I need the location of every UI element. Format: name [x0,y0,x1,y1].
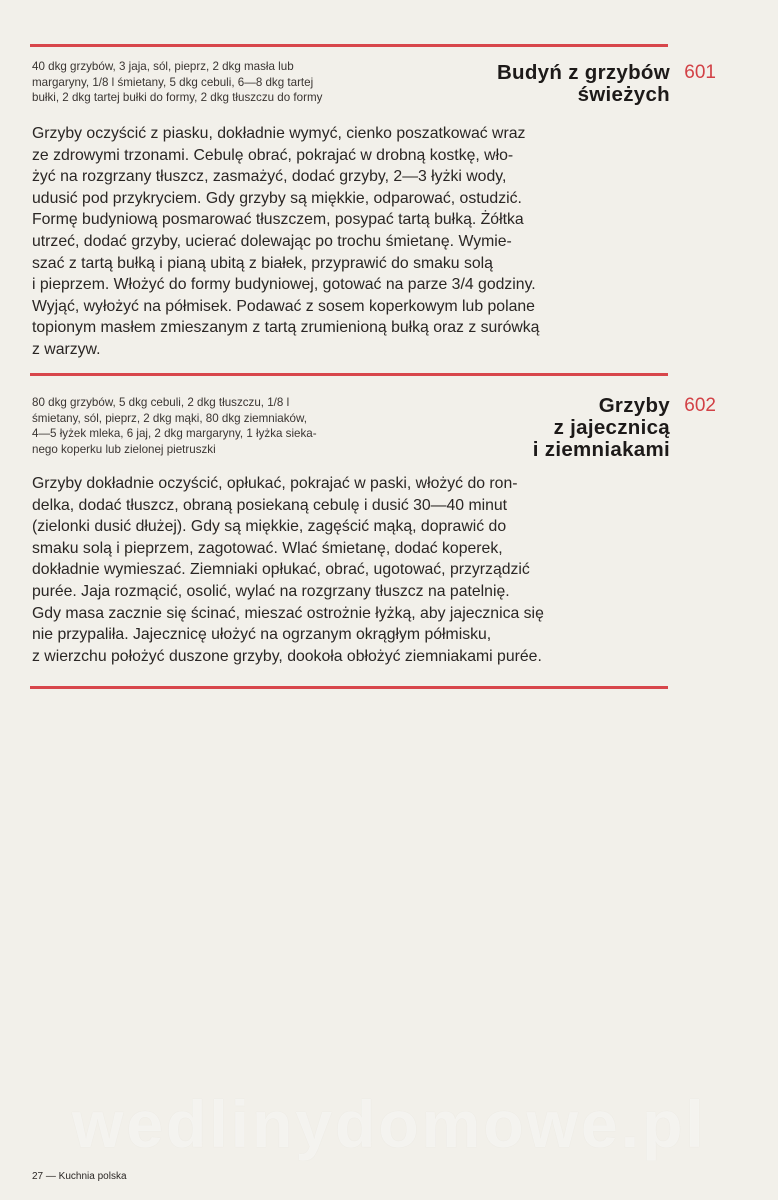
instruction-line: nie przypaliła. Jajecznicę ułożyć na ogrzanym okrągłym półmisku, [32,626,492,644]
instruction-line: topionym masłem zmieszanym z tartą zrumienioną bułką oraz z surówką [32,319,540,337]
recipe-602 [30,395,720,667]
ingredient-line: 4—5 łyżek mleka, 6 jaj, 2 dkg margaryny, 1 łyżka sieka- [32,427,317,441]
page-footer: 27 — Kuchnia polska [32,1171,127,1182]
instruction-line: Grzyby oczyścić z piasku, dokładnie wymyć, cienko poszatkować wraz [32,125,526,142]
instruction-line: Grzyby dokładnie oczyścić, opłukać, pokrajać w paski, włożyć do ron- [32,475,518,492]
title-line: Budyń z grzybów [496,61,670,84]
instruction-line: z warzyw. [32,340,101,358]
ingredients-list [32,59,442,106]
ingredient-line: 80 dkg grzybów, 5 dkg cebuli, 2 dkg tłuszczu, 1/8 l [32,396,290,409]
instruction-line: purée. Jaja rozmącić, osolić, wylać na rozgrzany tłuszcz na patelnię. [32,582,510,600]
instruction-line: udusić pod przykryciem. Gdy grzyby są miękkie, odparować, ostudzić. [32,189,522,207]
recipe-number: 601 [684,62,716,83]
recipe-instructions [32,473,670,667]
instruction-line: Formę budyniową posmarować tłuszczem, posypać tartą bułką. Żółtka [32,211,524,229]
instruction-line: smaku solą i pieprzem, zagotować. Wlać śmietanę, dodać koperek, [32,539,503,557]
title-line: i ziemniakami [532,438,670,461]
ingredient-line: śmietany, sól, pieprz, 2 dkg mąki, 80 dkg ziemniaków, [32,411,307,425]
recipe-title [497,62,670,106]
recipe-header [30,59,720,123]
instruction-line: żyć na rozgrzany tłuszcz, zasmażyć, dodać grzyby, 2—3 łyżki wody, [32,168,507,186]
ingredient-line: bułki, 2 dkg tartej bułki do formy, 2 dkg tłuszczu do formy [32,91,323,105]
title-line: z jajecznicą [553,416,670,439]
instruction-line: i pieprzem. Włożyć do formy budyniowej, gotować na parze 3/4 godziny. [32,276,536,294]
recipe-instructions [32,123,670,361]
instruction-line: dokładnie wymieszać. Ziemniaki opłukać, obrać, ugotować, przyrządzić [32,561,530,579]
recipe-header [30,395,720,473]
instruction-line: szać z tartą bułką i pianą ubitą z białek, przyprawić do smaku solą [32,254,493,272]
title-line: świeżych [577,83,670,106]
ingredients-list [32,395,442,457]
ingredient-line: 40 dkg grzybów, 3 jaja, sól, pieprz, 2 dkg masła lub [32,60,294,73]
instruction-line: delka, dodać tłuszcz, obraną posiekaną cebulę i dusić 30—40 minut [32,496,508,514]
middle-divider [30,373,668,376]
instruction-line: utrzeć, dodać grzyby, ucierać dolewając po trochu śmietanę. Wymie- [32,232,512,250]
recipe-601 [30,59,720,361]
top-divider [30,44,668,47]
instruction-line: ze zdrowymi trzonami. Cebulę obrać, pokrajać w drobną kostkę, wło- [32,146,514,164]
ingredient-line: margaryny, 1/8 l śmietany, 5 dkg cebuli, 6—8 dkg tartej [32,75,314,89]
watermark: wedlinydomowe.pl [72,1087,707,1161]
instruction-line: Gdy masa zacznie się ścinać, mieszać ostrożnie łyżką, aby jajecznica się [32,604,544,622]
instruction-line: (zielonki dusić dłużej). Gdy są miękkie, zagęścić mąką, doprawić do [32,518,507,536]
instruction-line: Wyjąć, wyłożyć na półmisek. Podawać z sosem koperkowym lub polane [32,297,535,315]
recipe-title [533,395,670,461]
bottom-divider [30,686,668,689]
ingredient-line: nego koperku lub zielonej pietruszki [32,442,216,456]
instruction-line: z wierzchu położyć duszone grzyby, dookoła obłożyć ziemniakami purée. [32,647,542,665]
title-line: Grzyby [598,394,670,417]
recipe-number: 602 [684,395,716,416]
